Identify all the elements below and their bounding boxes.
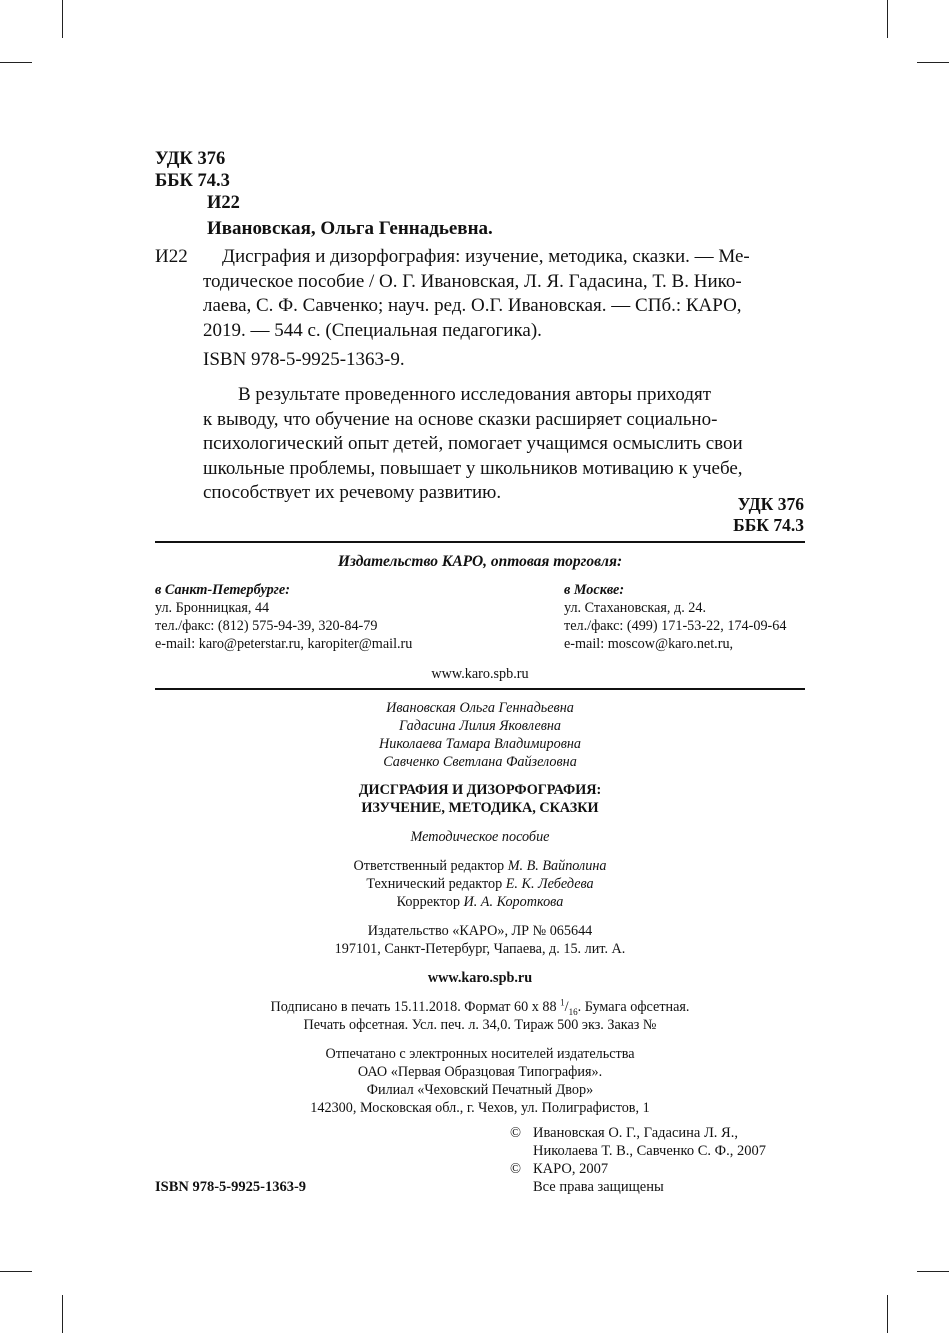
book-title-line2: ИЗУЧЕНИЕ, МЕТОДИКА, СКАЗКИ (361, 800, 599, 816)
copyright-authors-line1: Ивановская О. Г., Гадасина Л. Я., (533, 1125, 738, 1141)
author-name: Николаева Тамара Владимировна (379, 736, 581, 752)
annotation-line: психологический опыт детей, помогает учащимся осмыслить свои (203, 433, 743, 454)
printed-line: ОАО «Первая Образцовая Типография». (357, 1064, 603, 1080)
moscow-email: e-mail: moscow@karo.net.ru, (564, 636, 734, 652)
crop-mark (917, 62, 949, 63)
udk-code: УДК 376 (155, 149, 226, 169)
spb-email: e-mail: karo@peterstar.ru, karopiter@mail.ru (155, 636, 413, 652)
crop-mark (0, 62, 32, 63)
spb-city: в Санкт-Петербурге: (155, 582, 290, 598)
printed-line: Отпечатано с электронных носителей издательства (325, 1046, 635, 1062)
format-denominator: 16 (568, 1006, 578, 1017)
annotation-line: школьные проблемы, повышает у школьников мотивацию к учебе, (203, 457, 743, 479)
copyright-publisher: КАРО, 2007 (533, 1161, 609, 1177)
license-line: Издательство «КАРО», ЛР № 065644 (367, 923, 593, 939)
printed-line: Филиал «Чеховский Печатный Двор» (366, 1082, 594, 1098)
spb-address: ул. Бронницкая, 44 (155, 600, 270, 616)
crop-mark (0, 1271, 32, 1272)
description-line: Дисграфия и дизорфография: изучение, методика, сказки. — Ме- (222, 246, 750, 267)
copyright-symbol: © (510, 1125, 522, 1141)
crop-mark (62, 0, 63, 38)
publisher-website: www.karo.spb.ru (431, 666, 529, 682)
signed-text-end: . Бумага офсетная. (577, 999, 690, 1015)
proofreader-name: И. А. Короткова (463, 894, 564, 910)
signed-line: Подписано в печать 15.11.2018. Формат 60 х 88 $^1/_{16}$. Бумага офсетная. (270, 997, 690, 1017)
isbn-record: ISBN 978-5-9925-1363-9. (203, 349, 405, 370)
annotation-line: к выводу, что обучение на основе сказки расширяет социально- (203, 408, 718, 430)
author-mark: И22 (207, 193, 240, 213)
tech-editor-line (155, 875, 805, 893)
rights-reserved: Все права защищены (533, 1179, 664, 1195)
annotation-line: В результате проведенного исследования авторы приходят (238, 384, 712, 405)
moscow-address: ул. Стахановская, д. 24. (564, 600, 707, 616)
editor-name: М. В. Вайполина (507, 858, 607, 874)
record-mark: И22 (155, 246, 188, 267)
author-name: Гадасина Лилия Яковлевна (398, 718, 562, 734)
author-heading: Ивановская, Ольга Геннадьевна. (207, 218, 493, 239)
publisher-heading: Издательство КАРО, оптовая торговля: (337, 553, 623, 570)
moscow-city: в Москве: (564, 582, 625, 598)
crop-mark (887, 0, 888, 38)
annotation-line: способствует их речевому развитию. (203, 482, 502, 503)
bbk-code: ББК 74.3 (155, 171, 230, 191)
tech-editor-label: Технический редактор (366, 876, 506, 892)
bbk-right: ББК 74.3 (733, 515, 804, 535)
author-name: Ивановская Ольга Геннадьевна (386, 700, 574, 716)
description-line: 2019. — 544 с. (Специальная педагогика). (203, 319, 542, 341)
udk-right: УДК 376 (737, 494, 804, 514)
book-subtitle: Методическое пособие (410, 829, 550, 845)
copyright-authors-line2: Николаева Т. В., Савченко С. Ф., 2007 (533, 1143, 766, 1159)
proofreader-label: Корректор (396, 894, 464, 910)
description-line: тодическое пособие / О. Г. Ивановская, Л. Я. Гадасина, Т. В. Нико- (203, 270, 742, 292)
crop-mark (917, 1271, 949, 1272)
printed-line: 142300, Московская обл., г. Чехов, ул. Полиграфистов, 1 (310, 1100, 650, 1116)
editor-line (155, 857, 805, 875)
author-name: Савченко Светлана Файзеловна (383, 754, 577, 770)
book-title-line1: ДИСГРАФИЯ И ДИЗОРФОГРАФИЯ: (358, 782, 602, 798)
top-rule (155, 541, 805, 543)
publisher-address: 197101, Санкт-Петербург, Чапаева, д. 15. лит. А. (334, 941, 626, 957)
editor-label: Ответственный редактор (353, 858, 508, 874)
imprint-website: www.karo.spb.ru (427, 970, 533, 986)
format-numerator: 1 (560, 997, 565, 1008)
crop-mark (887, 1295, 888, 1333)
signed-text: Подписано в печать 15.11.2018. Формат 60 х 88 (270, 999, 561, 1015)
spb-phone: тел./факс: (812) 575-94-39, 320-84-79 (155, 618, 378, 634)
proofreader-line (155, 893, 805, 911)
crop-mark (62, 1295, 63, 1333)
description-line: лаева, С. Ф. Савченко; науч. ред. О.Г. Ивановская. — СПб.: КАРО, (203, 295, 742, 316)
footer-isbn: ISBN 978-5-9925-1363-9 (155, 1179, 307, 1195)
copyright-symbol: © (510, 1161, 522, 1177)
moscow-phone: тел./факс: (499) 171-53-22, 174-09-64 (564, 618, 787, 634)
tech-editor-name: Е. К. Лебедева (505, 876, 594, 892)
bottom-rule (155, 688, 805, 690)
print-info: Печать офсетная. Усл. печ. л. 34,0. Тираж 500 экз. Заказ № (303, 1017, 657, 1033)
